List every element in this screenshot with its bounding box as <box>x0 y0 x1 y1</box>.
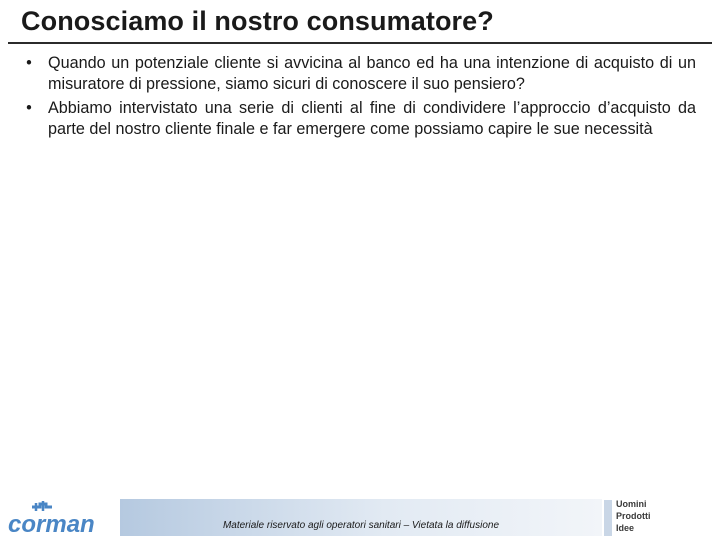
corman-logo-graphic <box>6 498 118 538</box>
bullet-item <box>22 53 696 95</box>
bullet-marker: • <box>26 54 32 72</box>
corman-logo <box>6 498 118 538</box>
brand-line: Prodotti <box>616 511 651 521</box>
footer-band <box>120 499 602 536</box>
bullet-item <box>22 98 696 140</box>
brand-line: Uomini <box>616 499 647 509</box>
bullet-marker: • <box>26 99 32 117</box>
slide-footer <box>0 496 720 540</box>
brand-tagline <box>616 498 651 534</box>
title-divider <box>8 42 712 44</box>
footer-disclaimer: Materiale riservato agli operatori sanitari – Vietata la diffusione <box>222 520 500 531</box>
bullet-list <box>22 53 696 143</box>
slide-title: Conosciamo il nostro consumatore? <box>21 6 494 36</box>
bullet-text: Quando un potenziale cliente si avvicina al banco ed ha una intenzione di acquisto di un misuratore di pressione, siamo sicuri di conoscere il suo pensiero? <box>48 54 696 93</box>
svg-text:corman: corman <box>8 511 95 538</box>
bullet-text: Abbiamo intervistato una serie di clienti al fine di condividere l’approccio d’acquisto da parte del nostro cliente finale e far emergere come possiamo capire le sue necessità <box>48 99 696 138</box>
brand-line: Idee <box>616 523 635 533</box>
